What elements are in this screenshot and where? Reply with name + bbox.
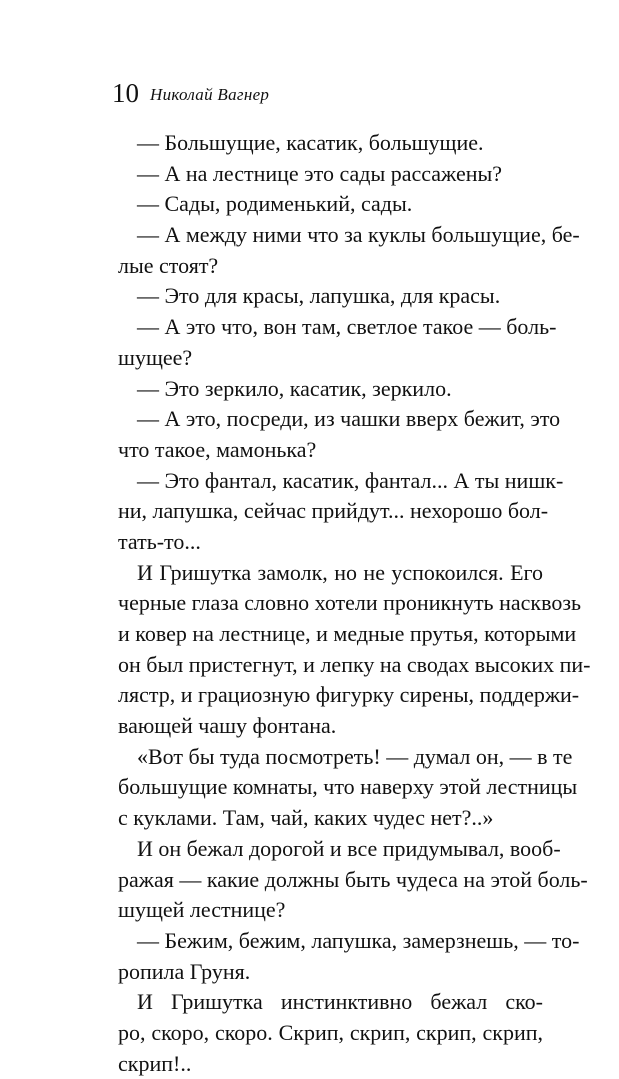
text-line: шущей лестнице? bbox=[118, 897, 286, 923]
text-line: — Сады, родименький, сады. bbox=[137, 191, 413, 217]
text-line: с куклами. Там, чай, каких чудес нет?..» bbox=[118, 805, 494, 831]
running-head bbox=[112, 78, 552, 112]
page-number: 10 bbox=[112, 78, 139, 108]
paragraph bbox=[118, 742, 578, 834]
text-line: — А это, посреди, из чашки вверх бежит, это bbox=[137, 406, 561, 432]
paragraph bbox=[118, 159, 543, 190]
text-line: большущие комнаты, что наверху этой лестницы bbox=[118, 774, 578, 800]
text-line: черные глаза словно хотели проникнуть насквозь bbox=[118, 590, 582, 616]
paragraph bbox=[118, 189, 543, 220]
text-line: лястр, и грациозную фигурку сирены, поддержи- bbox=[118, 682, 580, 708]
text-line: «Вот бы туда посмотреть! — думал он, — в те bbox=[137, 743, 573, 769]
paragraph bbox=[118, 987, 543, 1079]
text-line: — А на лестнице это сады рассажены? bbox=[137, 160, 503, 186]
text-line: ро, скоро, скоро. Скрип, скрип, скрип, скрип, bbox=[118, 1019, 543, 1045]
text-line: И Гришутка замолк, но не успокоился. Его bbox=[137, 559, 543, 585]
paragraph bbox=[118, 281, 543, 312]
text-line: лые стоят? bbox=[118, 252, 219, 278]
text-line: И он бежал дорогой и все придумывал, вооб- bbox=[137, 835, 561, 861]
paragraph bbox=[118, 466, 564, 558]
author-name: Николай Вагнер bbox=[150, 85, 270, 104]
paragraph bbox=[118, 834, 588, 926]
paragraph bbox=[118, 404, 561, 465]
text-line: ни, лапушка, сейчас прийдут... нехорошо бол- bbox=[118, 498, 549, 524]
paragraph bbox=[118, 128, 543, 159]
text-line: ропила Груня. bbox=[118, 958, 251, 984]
text-line: что такое, мамонька? bbox=[118, 436, 317, 462]
text-line: — Это зеркило, касатик, зеркило. bbox=[137, 375, 452, 401]
text-line: — Бежим, бежим, лапушка, замерзнешь, — то- bbox=[137, 927, 580, 953]
text-line: — А это что, вон там, светлое такое — боль- bbox=[137, 314, 557, 340]
paragraph bbox=[118, 312, 557, 373]
text-line: скрип!.. bbox=[118, 1050, 192, 1076]
text-line: он был пристегнут, и лепку на сводах высоких пи- bbox=[118, 651, 591, 677]
text-line: и ковер на лестнице, и медные прутья, которыми bbox=[118, 621, 577, 646]
text-line: тать-то... bbox=[118, 528, 201, 554]
paragraph bbox=[118, 220, 580, 281]
text-line: шущее? bbox=[118, 344, 193, 370]
paragraph bbox=[118, 374, 543, 405]
paragraph bbox=[118, 926, 580, 987]
text-line: — Это фантал, касатик, фантал... А ты нишк- bbox=[137, 467, 564, 493]
text-line: вающей чашу фонтана. bbox=[118, 713, 337, 739]
text-line: И Гришутка инстинктивно бежал ско- bbox=[137, 989, 543, 1015]
text-line: — Большущие, касатик, большущие. bbox=[137, 130, 484, 155]
text-line: — Это для красы, лапушка, для красы. bbox=[137, 283, 501, 309]
text-line: — А между ними что за куклы большущие, бе- bbox=[137, 222, 580, 248]
text-line: ражая — какие должны быть чудеса на этой боль- bbox=[118, 866, 588, 892]
body-text bbox=[118, 128, 591, 1079]
paragraph bbox=[118, 558, 591, 742]
